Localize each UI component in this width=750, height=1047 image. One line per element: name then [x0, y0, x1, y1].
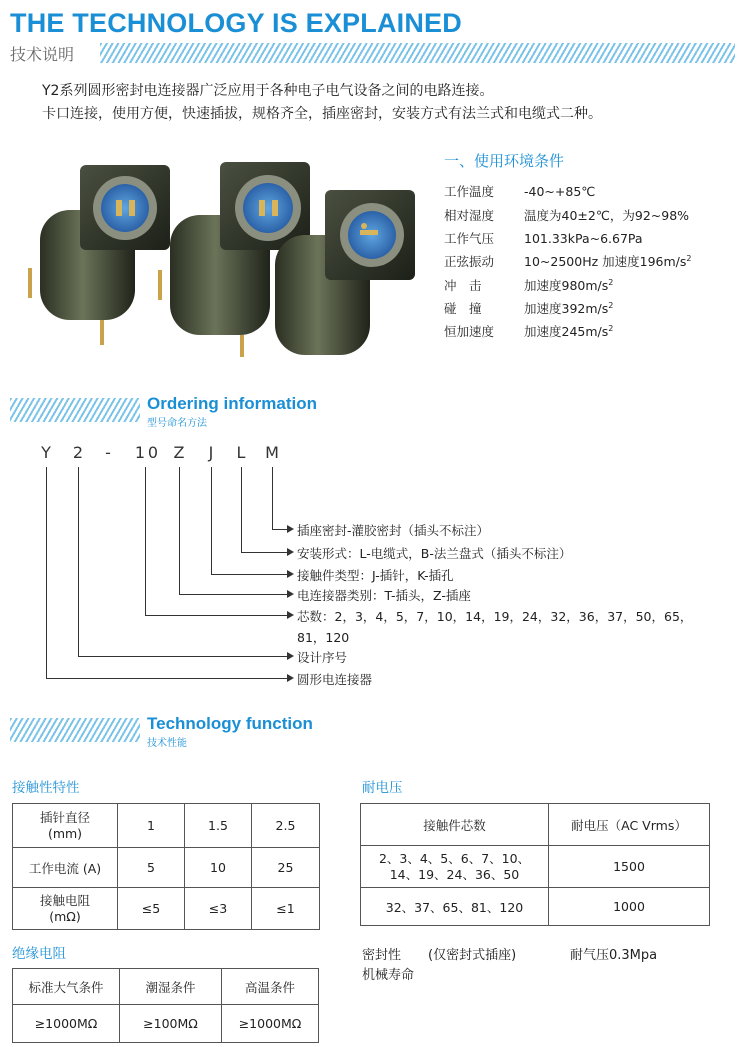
leader-2-v	[78, 467, 79, 656]
leader-j-h	[211, 574, 288, 575]
leader-j-v	[211, 467, 212, 574]
table-row	[13, 804, 320, 848]
ordering-item-sealing: 插座密封-灌胶密封（插头不标注）	[297, 523, 490, 538]
leader-z-h	[179, 594, 288, 595]
ordering-subtitle: 型号命名方法	[147, 418, 207, 429]
table-header-cell: 耐电压（AC Vrms）	[549, 804, 710, 846]
env-row-temperature	[444, 182, 595, 200]
env-row-shock	[444, 276, 613, 294]
ordering-item-cores-cont: 81，120	[297, 630, 350, 645]
insulation-resistance-label: 绝缘电阻	[12, 946, 66, 962]
arrow-10	[287, 611, 294, 619]
table-row	[13, 969, 319, 1005]
intro-text	[42, 80, 602, 126]
mechanical-life-label: 机械寿命	[362, 968, 415, 983]
contact-table	[12, 803, 320, 930]
table-cell: 工作电流 (A)	[13, 848, 118, 888]
page-subtitle: 技术说明	[10, 45, 75, 64]
table-cell: 32、37、65、81、120	[361, 888, 549, 926]
env-sup: 2	[608, 277, 614, 287]
table-row	[361, 888, 710, 926]
table-cell: 2.5	[252, 804, 320, 848]
sealing-value: 耐气压0.3Mpa	[570, 948, 658, 963]
table-cell: 1	[118, 804, 185, 848]
env-value: 加速度245m/s	[524, 324, 609, 339]
env-value: -40~+85℃	[524, 184, 596, 199]
code-1: 1	[134, 443, 146, 462]
leader-y-v	[46, 467, 47, 678]
intro-line-2: 卡口连接，使用方便，快速插拔，规格齐全，插座密封，安装方式有法兰式和电缆式二种。	[42, 106, 602, 122]
technology-stripe	[10, 718, 140, 742]
sealing-note: (仅密封式插座)	[428, 948, 517, 963]
table-cell: 插针直径 (mm)	[13, 804, 118, 848]
arrow-j	[287, 570, 294, 578]
env-label: 冲 击	[444, 278, 482, 293]
ordering-item-design: 设计序号	[297, 650, 348, 665]
env-value: 加速度980m/s	[524, 278, 609, 293]
env-row-humidity	[444, 206, 689, 224]
ordering-item-mounting: 安装形式：L-电缆式，B-法兰盘式（插头不标注）	[297, 546, 572, 561]
code-dash: -	[105, 443, 111, 462]
table-row	[361, 846, 710, 888]
env-label: 相对湿度	[444, 208, 495, 223]
withstand-voltage-label: 耐电压	[362, 780, 403, 796]
arrow-l	[287, 548, 294, 556]
code-y: Y	[41, 443, 51, 462]
env-row-vibration	[444, 252, 691, 270]
ordering-title: Ordering information	[147, 394, 317, 413]
table-cell: ≥100MΩ	[120, 1005, 222, 1043]
arrow-m	[287, 525, 294, 533]
technology-subtitle: 技术性能	[147, 738, 187, 749]
insulation-table	[12, 968, 319, 1043]
table-header-cell: 潮湿条件	[120, 969, 222, 1005]
env-label: 工作温度	[444, 184, 495, 199]
code-l: L	[236, 443, 246, 462]
page-title: THE TECHNOLOGY IS EXPLAINED	[10, 8, 462, 38]
table-cell: ≥1000MΩ	[13, 1005, 120, 1043]
code-z: Z	[173, 443, 185, 462]
code-2: 2	[72, 443, 84, 462]
table-cell: 接触电阻 (mΩ)	[13, 888, 118, 930]
table-header-cell: 接触件芯数	[361, 804, 549, 846]
leader-m-h	[272, 529, 288, 530]
table-cell: ≤3	[185, 888, 252, 930]
contact-characteristics-label: 接触性特性	[12, 780, 80, 796]
ordering-item-category: 电连接器类别：T-插头，Z-插座	[297, 588, 471, 603]
sealing-label: 密封性	[362, 948, 402, 963]
leader-2-h	[78, 656, 288, 657]
table-row	[13, 888, 320, 930]
leader-l-v	[241, 467, 242, 552]
intro-line-1: Y2系列圆形密封电连接器广泛应用于各种电子电气设备之间的电路连接。	[42, 83, 494, 99]
env-value: 101.33kPa~6.67Pa	[524, 231, 643, 246]
table-cell: 1000	[549, 888, 710, 926]
code-0: 0	[147, 443, 159, 462]
table-cell: 10	[185, 848, 252, 888]
env-sup: 2	[608, 323, 614, 333]
ordering-item-contact-type: 接触件类型：J-插针，K-插孔	[297, 568, 454, 583]
table-cell: 2、3、4、5、6、7、10、 14、19、24、36、50	[361, 846, 549, 888]
table-header-cell: 标准大气条件	[13, 969, 120, 1005]
table-cell: ≤1	[252, 888, 320, 930]
ordering-item-circular: 圆形电连接器	[297, 672, 373, 687]
env-row-bump	[444, 299, 613, 317]
env-sup: 2	[686, 253, 692, 263]
table-cell: ≥1000MΩ	[222, 1005, 319, 1043]
env-value: 10~2500Hz 加速度196m/s	[524, 254, 687, 269]
arrow-y	[287, 674, 294, 682]
env-label: 碰 撞	[444, 301, 482, 316]
environment-title: 一、使用环境条件	[444, 152, 565, 170]
env-value: 加速度392m/s	[524, 301, 609, 316]
ordering-item-cores: 芯数：2，3，4，5，7，10，14，19，24，32，36，37，50，65，	[297, 609, 693, 624]
table-header-cell: 高温条件	[222, 969, 319, 1005]
env-label: 恒加速度	[444, 324, 495, 339]
leader-y-h	[46, 678, 288, 679]
table-cell: ≤5	[118, 888, 185, 930]
table-row	[361, 804, 710, 846]
leader-l-h	[241, 552, 288, 553]
table-row	[13, 1005, 319, 1043]
ordering-stripe	[10, 398, 140, 422]
table-cell: 1.5	[185, 804, 252, 848]
header-stripe	[100, 43, 735, 63]
leader-m-v	[272, 467, 273, 529]
leader-10-v	[145, 467, 146, 615]
env-label: 工作气压	[444, 231, 495, 246]
env-row-acceleration	[444, 322, 613, 340]
table-row	[13, 848, 320, 888]
leader-10-h	[145, 615, 288, 616]
connector-photo	[20, 150, 415, 365]
env-label: 正弦振动	[444, 254, 495, 269]
table-cell: 25	[252, 848, 320, 888]
arrow-2	[287, 652, 294, 660]
env-row-pressure	[444, 229, 643, 247]
env-value: 温度为40±2℃，为92~98%	[524, 208, 690, 223]
code-m: M	[265, 443, 279, 462]
table-cell: 1500	[549, 846, 710, 888]
voltage-table	[360, 803, 710, 926]
code-j: J	[208, 443, 214, 462]
arrow-z	[287, 590, 294, 598]
table-cell: 5	[118, 848, 185, 888]
leader-z-v	[179, 467, 180, 594]
technology-title: Technology function	[147, 714, 313, 733]
env-sup: 2	[608, 300, 614, 310]
